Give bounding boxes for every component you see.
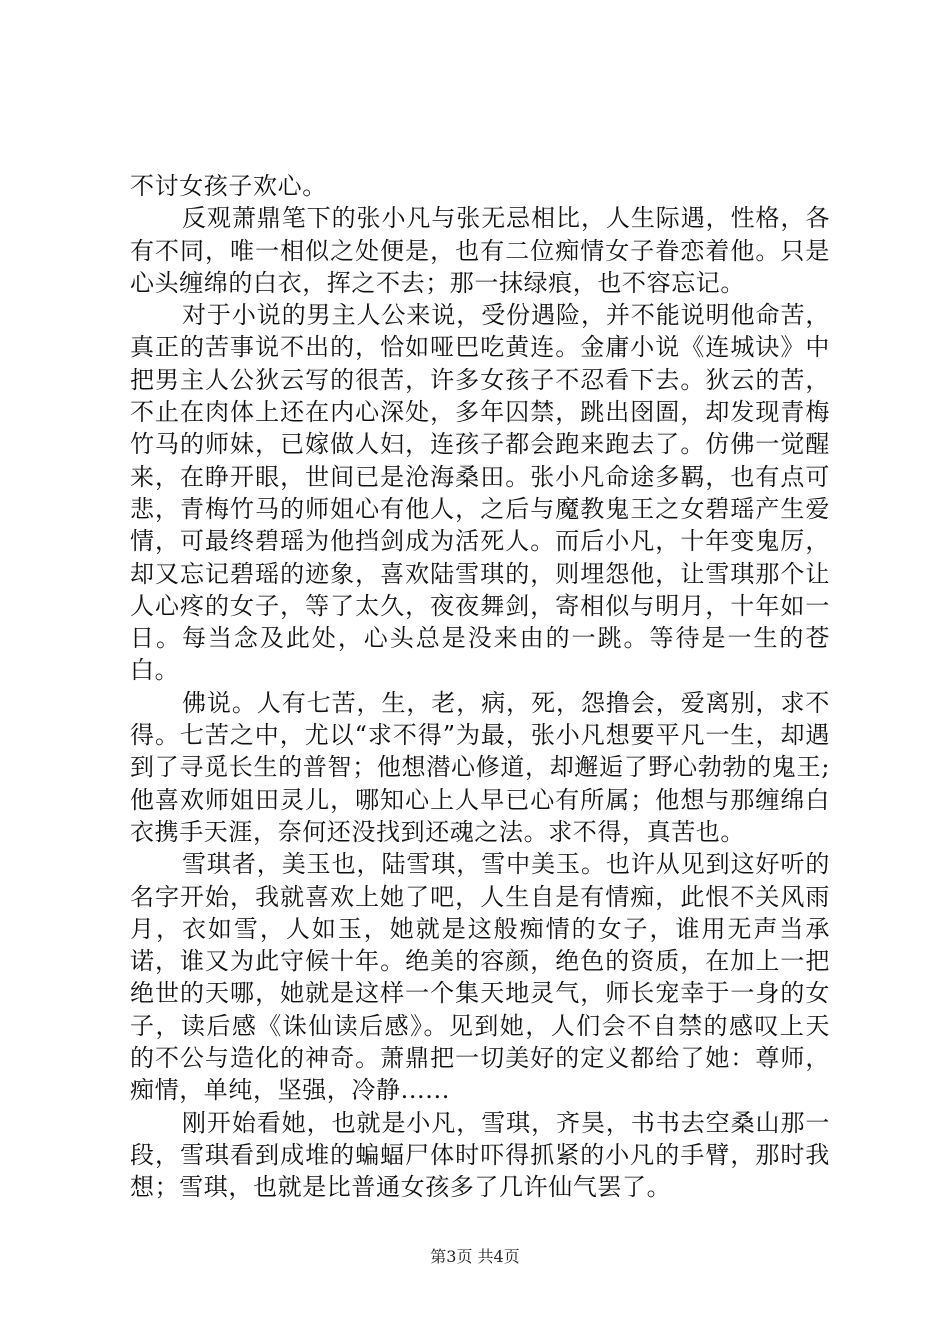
paragraph: 刚开始看她，也就是小凡，雪琪，齐昊，书书去空桑山那一段，雪琪看到成堆的蝙蝠尸体时吓得抓紧的小凡的手臂，那时我想；雪琪，也就是比普通女孩多了几许仙气罢了。 xyxy=(130,1108,830,1202)
paragraph: 不讨女孩子欢心。 xyxy=(130,172,327,200)
paragraph: 反观萧鼎笔下的张小凡与张无忌相比，人生际遇，性格，各有不同，唯一相似之处便是，也有二位痴情女子眷恋着他。只是心头缠绵的白衣，挥之不去；那一抹绿痕，也不容忘记。 xyxy=(130,204,830,297)
body-text xyxy=(130,170,830,1204)
paragraph: 佛说。人有七苦，生，老，病，死，怨撸会，爱离别，求不得。七苦之中，尤以“求不得”为最，张小凡想要平凡一生，却遇到了寻觅长生的普智；他想潜心修道，却邂逅了野心勃勃的鬼王;他喜欢师姐田灵儿，哪知心上人早已心有所属；他想与那缠绵白衣携手天涯，奈何还没找到还魂之法。求不得，真苦也。 xyxy=(130,688,830,846)
paragraph: 对于小说的男主人公来说，受份遇险，并不能说明他命苦，真正的苦事说不出的，恰如哑巴吃黄连。金庸小说《连城诀》中把男主人公狄云写的很苦，许多女孩子不忍看下去。狄云的苦，不止在肉体上还在内心深处，多年囚禁，跳出囹圄，却发现青梅竹马的师妹，已嫁做人妇，连孩子都会跑来跑去了。仿佛一觉醒来，在睁开眼，世间已是沧海桑田。张小凡命途多羁，也有点可悲，青梅竹马的师姐心有他人，之后与魔教鬼王之女碧瑶产生爱情，可最终碧瑶为他挡剑成为活死人。而后小凡，十年变鬼厉，却又忘记碧瑶的迹象，喜欢陆雪琪的，则埋怨他，让雪琪那个让人心疼的女子，等了太久，夜夜舞剑，寄相似与明月，十年如一日。每当念及此处，心头总是没来由的一跳。等待是一生的苍白。 xyxy=(130,301,830,685)
paragraph: 雪琪者，美玉也，陆雪琪，雪中美玉。也许从见到这好听的名字开始，我就喜欢上她了吧，人生自是有情痴，此恨不关风雨月，衣如雪，人如玉，她就是这般痴情的女子，谁用无声当承诺，谁又为此守候十年。绝美的容颜，绝色的资质，在加上一把绝世的天哪，她就是这样一个集天地灵气，师长宠幸于一身的女子，读后感《诛仙读后感》。见到她，人们会不自禁的感叹上天的不公与造化的神奇。萧鼎把一切美好的定义都给了她：尊师，痴情，单纯，坚强，冷静...... xyxy=(130,850,830,1105)
page-number-footer: 第3页 共4页 xyxy=(430,1247,520,1266)
